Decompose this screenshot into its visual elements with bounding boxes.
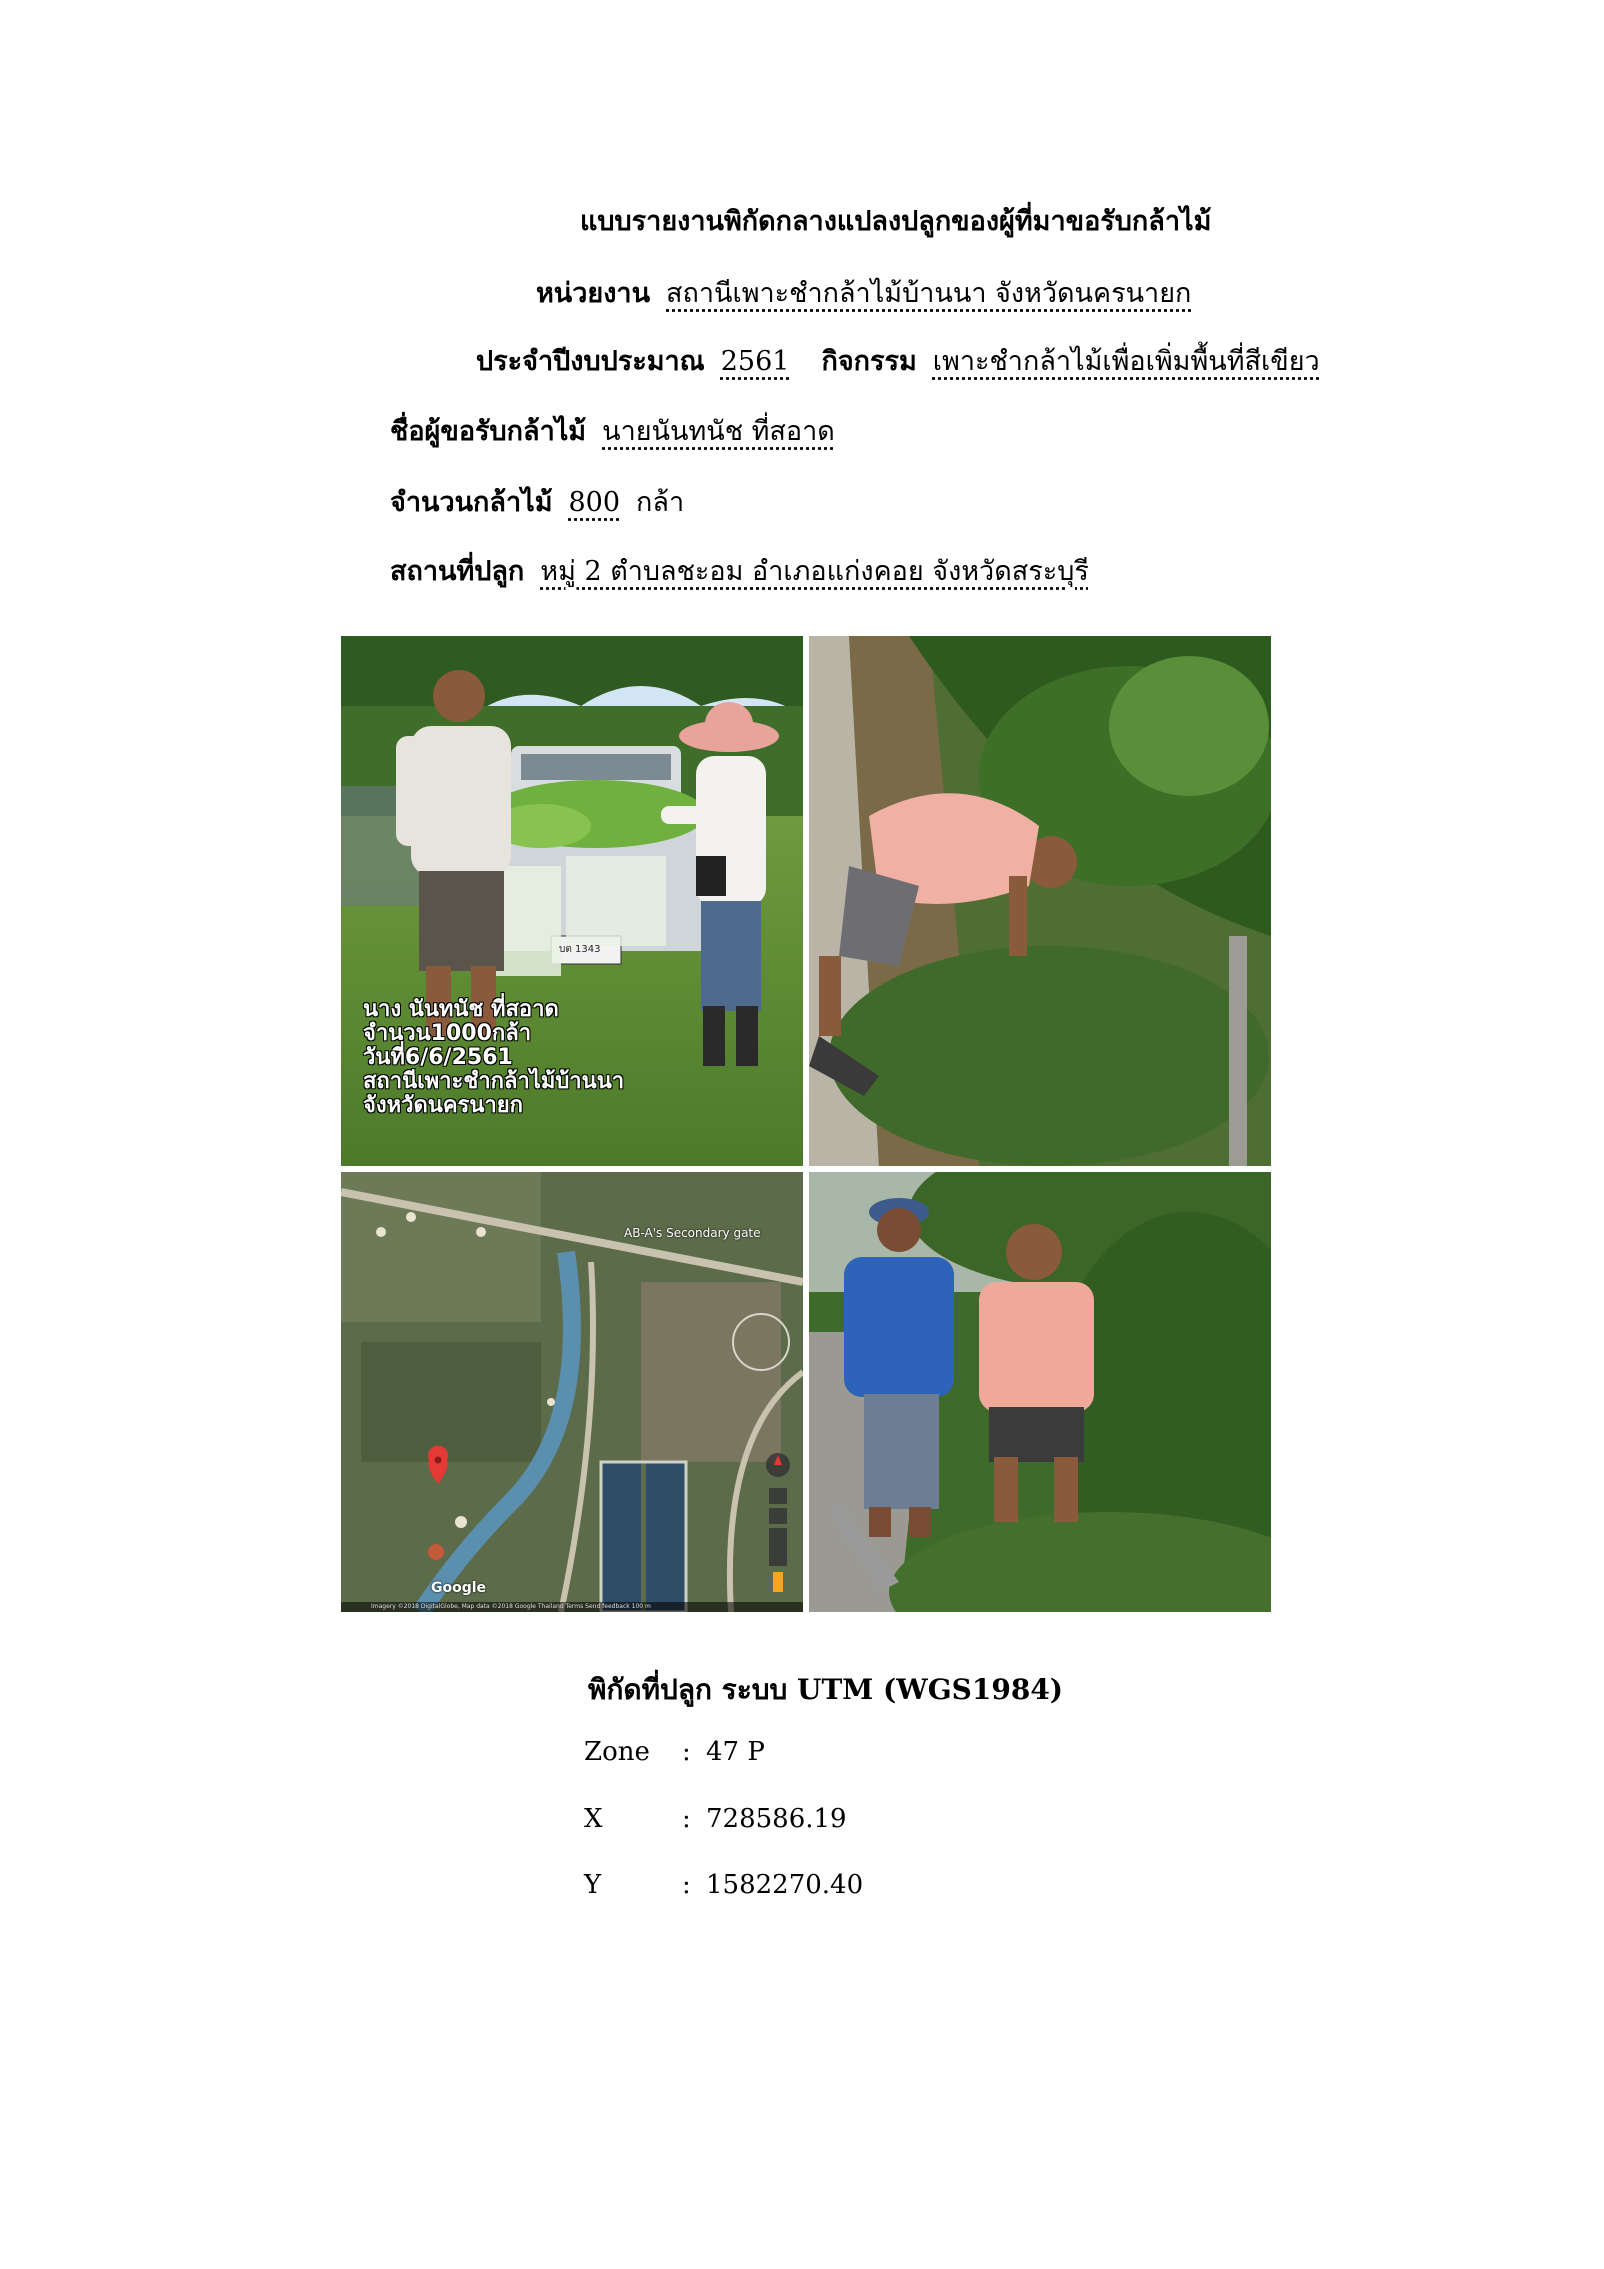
map-place-label: AB-A's Secondary gate	[624, 1226, 761, 1240]
form-title: แบบรายงานพิกัดกลางแปลงปลูกของผู้ที่มาขอรับกล้าไม้	[580, 206, 1212, 237]
coordinate-key: X	[584, 1804, 603, 1834]
recipient-line	[390, 414, 835, 450]
coordinate-row-zone	[584, 1737, 765, 1767]
google-logo: Google	[431, 1580, 487, 1596]
quantity-label: จำนวนกล้าไม้	[390, 487, 553, 518]
coordinate-separator: :	[682, 1804, 691, 1834]
handover-photo	[341, 636, 803, 1166]
coordinate-value: 728586.19	[706, 1804, 847, 1834]
coordinate-value: 1582270.40	[706, 1870, 864, 1900]
caption-line: สถานีเพาะชำกล้าไม้บ้านนา	[363, 1069, 625, 1094]
coordinate-separator: :	[682, 1737, 691, 1767]
recipient-value: นายนันทนัช ที่สอาด	[602, 416, 835, 447]
caption-line: จังหวัดนครนายก	[363, 1093, 523, 1118]
location-value: หมู่ 2 ตำบลชะอม อำเภอแก่งคอย จังหวัดสระบุรี	[540, 556, 1089, 587]
location-label: สถานที่ปลูก	[390, 556, 525, 587]
photo-collage	[341, 636, 1271, 1612]
caption-line: จำนวน1000กล้า	[363, 1021, 532, 1046]
coordinate-separator: :	[682, 1870, 691, 1900]
activity-label: กิจกรรม	[821, 346, 917, 377]
quantity-value: 800	[568, 487, 621, 518]
quantity-line	[390, 485, 684, 521]
planting-photo	[809, 636, 1271, 1166]
coordinate-key: Zone	[584, 1737, 650, 1767]
fiscal-activity-line	[476, 344, 1320, 380]
recipients-photo-image	[809, 1172, 1271, 1612]
recipients-photo	[809, 1172, 1271, 1612]
map-footer: Imagery ©2018 DigitalGlobe, Map data ©2018 Google Thailand Terms Send feedback 100 m	[341, 1602, 803, 1612]
recipient-label: ชื่อผู้ขอรับกล้าไม้	[390, 416, 587, 447]
location-line	[390, 554, 1089, 590]
coordinates-heading: พิกัดที่ปลูก ระบบ UTM (WGS1984)	[588, 1673, 1064, 1706]
fiscal-year-value: 2561	[720, 346, 790, 377]
coordinate-value: 47 P	[706, 1737, 765, 1767]
agency-line	[536, 276, 1191, 312]
quantity-unit: กล้า	[636, 487, 685, 518]
license-plate: บต 1343	[559, 944, 601, 955]
handover-caption	[363, 998, 624, 1118]
fiscal-year-label: ประจำปีงบประมาณ	[476, 346, 705, 377]
satellite-map[interactable]	[341, 1172, 803, 1612]
coordinate-row-x	[584, 1804, 847, 1834]
activity-value: เพาะชำกล้าไม้เพื่อเพิ่มพื้นที่สีเขียว	[932, 346, 1320, 377]
caption-line: วันที่6/6/2561	[363, 1045, 513, 1070]
coordinate-key: Y	[584, 1870, 602, 1900]
planting-photo-image	[809, 636, 1271, 1166]
agency-label: หน่วยงาน	[536, 278, 651, 309]
caption-line: นาง นันทนัช ที่สอาด	[363, 997, 559, 1022]
coordinate-row-y	[584, 1870, 863, 1900]
agency-value: สถานีเพาะชำกล้าไม้บ้านนา จังหวัดนครนายก	[666, 278, 1192, 309]
